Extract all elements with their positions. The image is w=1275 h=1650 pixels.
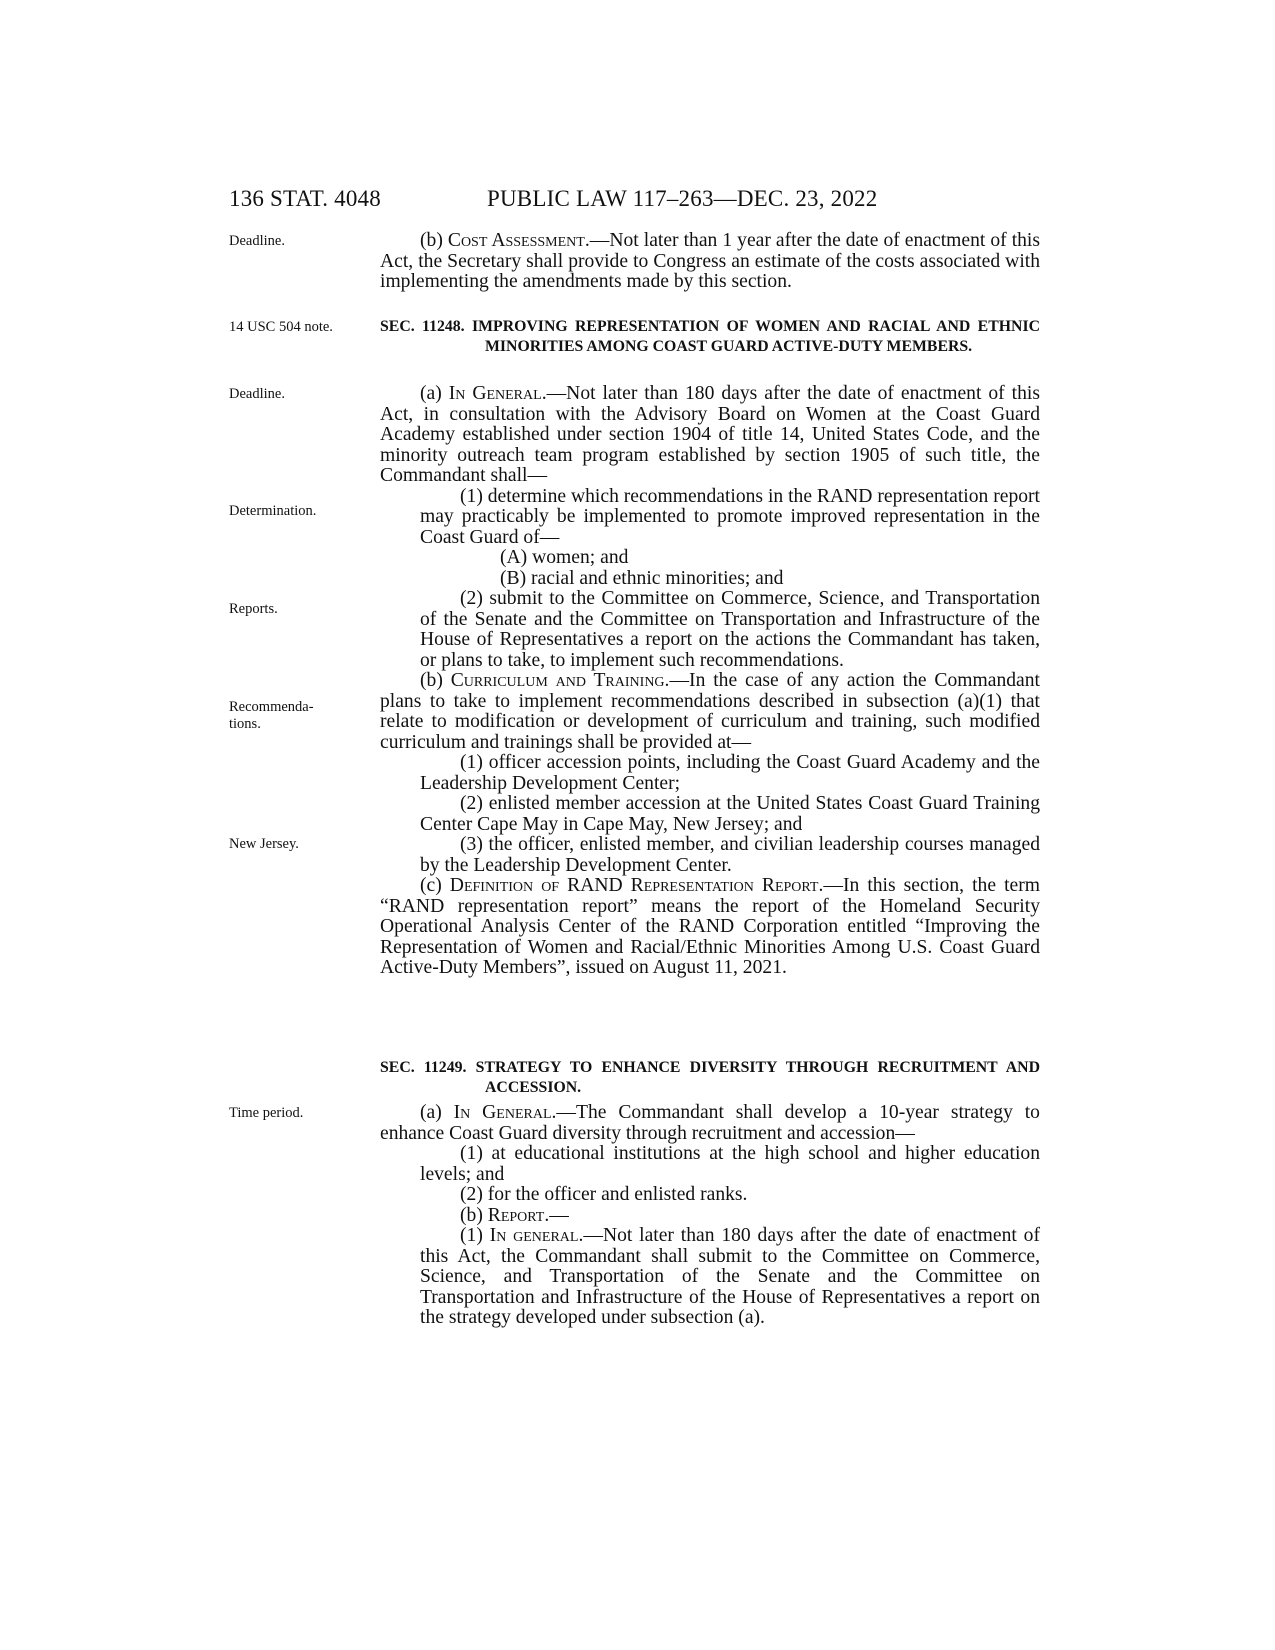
section-11248-heading-block [380,317,1040,357]
margin-note-recommendations-line1: Recommenda- [229,699,314,715]
subsection-text: .—In this section, the term “RAND representation report” means the report of the Homeland Security Operational Analysis Center of the RAND Corporation entitled “Improving the Representation of Women and Racial/Ethnic Minorities Among U.S. Coast Guard Active-Duty Members”, issued on August 11, 2021. [380,875,1040,978]
margin-note-reports: Reports. [229,601,278,617]
margin-note-deadline-2: Deadline. [229,386,285,402]
margin-note-recommendations-line2: tions. [229,716,261,732]
subsection-b [380,671,1040,753]
margin-note-deadline: Deadline. [229,233,285,249]
subparagraph-a1B: (B) racial and ethnic minorities; and [500,567,784,589]
margin-note-recommendations [229,699,314,733]
subsection-heading: Cost Assessment [447,230,585,251]
cost-assessment-block [380,231,1040,293]
subsection-text: .—The Commandant shall develop a 10-year strategy to enhance Coast Guard diversity through recruitment and accession— [380,1102,1040,1144]
subsection-label: (c) [420,875,450,896]
subparagraph-a1A: (A) women; and [500,547,629,568]
paragraph-b1 [420,1226,1040,1329]
margin-note-usc: 14 USC 504 note. [229,319,333,335]
subsection-text: .—In the case of any action the Commandant plans to take to implement recommendations described in subsection (a)(1) that relate to modification or development of curriculum and training, such modified curriculum and trainings shall be provided at— [380,670,1040,753]
margin-note-new-jersey: New Jersey. [229,836,299,852]
subsection-heading: Curriculum and Training [450,670,665,691]
subsection-a [380,384,1040,487]
subsection-heading: Report [487,1204,545,1226]
subsection-c [380,876,1040,979]
subsection-text: .—Not later than 1 year after the date of enactment of this Act, the Secretary shall provide to Congress an estimate of the costs associated with implementing the amendments made by this section. [380,230,1040,292]
subsection-heading: In General [453,1102,552,1123]
paragraph-text: .—Not later than 180 days after the date of enactment of this Act, the Commandant shall submit to the Committee on Commerce, Science, and Transportation of the Senate and the Committee on Transportation and Infrastructure of the House of Representatives a report on the strategy developed under subsection (a). [420,1225,1040,1328]
paragraph-b3: (3) the officer, enlisted member, and civilian leadership courses managed by the Leadership Development Center. [420,834,1040,876]
paragraph-a1: (1) at educational institutions at the high school and higher education levels; and [420,1143,1040,1185]
paragraph-label: (1) [460,1225,490,1246]
paragraph-a1: (1) determine which recommendations in the RAND representation report may practicably be implemented to promote improved representation in the Coast Guard of— [420,485,1041,548]
cost-assessment-paragraph [380,231,1040,293]
stat-page-number: 136 STAT. 4048 [229,186,381,211]
paragraph-b2: (2) enlisted member accession at the United States Coast Guard Training Center Cape May in Cape May, New Jersey; and [420,793,1040,835]
subsection-a [380,1103,1040,1144]
section-11249-heading-block [380,1058,1040,1098]
subsection-dash: .— [544,1204,569,1226]
section-heading: SEC. 11248. IMPROVING REPRESENTATION OF WOMEN AND RACIAL AND ETHNIC MINORITIES AMONG COAST GUARD ACTIVE-DUTY MEMBERS. [380,318,1040,355]
subsection-label: (b) [420,670,451,691]
margin-note-determination: Determination. [229,503,317,519]
subsection-label: (a) [420,1102,454,1123]
paragraph-b1: (1) officer accession points, including the Coast Guard Academy and the Leadership Development Center; [420,752,1040,794]
subsection-label: (a) [420,383,449,404]
subsection-text: .—Not later than 180 days after the date of enactment of this Act, in consultation with the Advisory Board on Women at the Coast Guard Academy established under section 1904 of title 14, United States Code, and the minority outreach team program established by section 1905 of such title, the Commandant shall— [380,383,1040,486]
margin-note-time-period: Time period. [229,1105,304,1121]
subsection-label: (b) [420,230,448,251]
section-11249-body [380,1103,1040,1329]
paragraph-heading: In general [489,1225,579,1246]
subsection-heading: Definition of RAND Representation Report [449,875,819,896]
subsection-label: (b) [460,1204,488,1226]
subsection-heading: In General [448,383,542,404]
subsection-b [420,1206,1040,1227]
section-11248-body [380,384,1040,979]
section-heading: SEC. 11249. STRATEGY TO ENHANCE DIVERSITY THROUGH RECRUITMENT AND ACCESSION. [380,1059,1040,1096]
paragraph-a2: (2) submit to the Committee on Commerce, Science, and Transportation of the Senate and the Committee on Transportation and Infrastructure of the House of Representatives a report on the actions the Commandant has taken, or plans to take, to implement such recommendations. [420,588,1040,671]
paragraph-a2: (2) for the officer and enlisted ranks. [460,1184,748,1205]
running-head: PUBLIC LAW 117–263—DEC. 23, 2022 [487,186,878,211]
